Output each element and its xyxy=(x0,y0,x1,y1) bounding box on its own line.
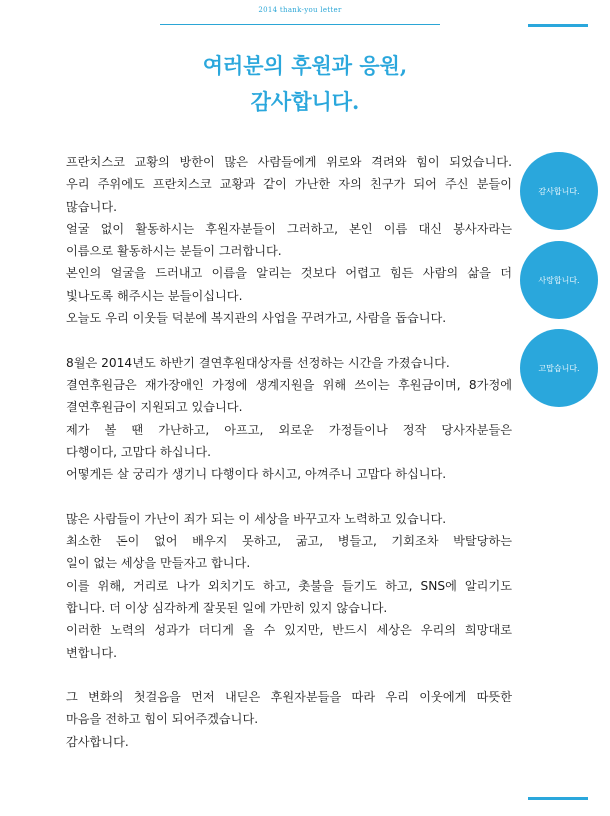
body-line: 최소한 돈이 없어 배우지 못하고, 굶고, 병들고, 기회조차 박탈당하는 xyxy=(66,534,512,549)
body-line: 합니다. 더 이상 심각하게 잘못된 일에 가만히 있지 않습니다. xyxy=(66,600,388,615)
body-line: 얼굴 없이 활동하시는 후원자분들이 그러하고, 본인 이름 대신 봉사자라는 xyxy=(66,221,512,236)
body-line: 이러한 노력의 성과가 더디게 올 수 있지만, 반드시 세상은 우리의 희망대로 xyxy=(66,623,512,638)
body-line: 결연후원금은 재가장애인 가정에 생계지원을 위해 쓰이는 후원금이며, 8가정에 xyxy=(66,377,512,392)
body-line: 제가 볼 땐 가난하고, 아프고, 외로운 가정들이나 정작 당사자분들은 xyxy=(66,422,512,437)
body-line: 오늘도 우리 이웃들 덕분에 복지관의 사업을 꾸려가고, 사람을 돕습니다. xyxy=(66,311,447,326)
paragraph-2 xyxy=(66,352,512,486)
body-line: 이름으로 활동하시는 분들이 그러합니다. xyxy=(66,244,282,259)
header-rule xyxy=(160,24,440,25)
thanks-circle xyxy=(520,152,598,230)
body-line: 우리 주위에도 프란치스코 교황과 같이 가난한 자의 친구가 되어 주신 분들이 xyxy=(66,177,512,192)
body-line: 결연후원금이 지원되고 있습니다. xyxy=(66,400,243,415)
grateful-circle-label: 고맙습니다. xyxy=(538,363,580,373)
body-line: 본인의 얼굴을 드러내고 이름을 알리는 것보다 어렵고 힘든 사람의 삶을 더 xyxy=(66,266,512,281)
accent-bar-bottom xyxy=(528,797,588,800)
paragraph-3 xyxy=(66,508,512,664)
title-line-1: 여러분의 후원과 응원, xyxy=(202,53,408,78)
body-line: 그 변화의 첫걸음을 먼저 내딛은 후원자분들을 따라 우리 이웃에게 따뜻한 xyxy=(66,690,512,705)
body-line: 많은 사람들이 가난이 죄가 되는 이 세상을 바꾸고자 노력하고 있습니다. xyxy=(66,511,447,526)
letter-body xyxy=(66,151,512,753)
body-line: 8월은 2014년도 하반기 결연후원대상자를 선정하는 시간을 가졌습니다. xyxy=(66,355,450,370)
header-label: 2014 thank-you letter xyxy=(258,6,342,14)
title-line-2: 감사합니다. xyxy=(250,89,360,114)
body-line: 감사합니다. xyxy=(66,734,129,749)
body-line: 프란치스코 교황의 방한이 많은 사람들에게 위로와 격려와 힘이 되었습니다. xyxy=(66,155,512,169)
paragraph-1 xyxy=(66,151,512,329)
page-title xyxy=(130,48,480,120)
body-line: 다행이다, 고맙다 하십니다. xyxy=(66,444,212,459)
body-line: 많습니다. xyxy=(66,199,117,214)
love-circle-label: 사랑합니다. xyxy=(538,275,580,285)
body-line: 일이 없는 세상을 만들자고 합니다. xyxy=(66,556,251,571)
body-line: 마음을 전하고 힘이 되어주겠습니다. xyxy=(66,712,259,727)
body-line: 어떻게든 살 궁리가 생기니 다행이다 하시고, 아껴주니 고맙다 하십니다. xyxy=(66,467,447,482)
thanks-circle-label: 감사합니다. xyxy=(538,186,580,196)
body-line: 이를 위해, 거리로 나가 외치기도 하고, 촛불을 들기도 하고, SNS에 알리기도 xyxy=(66,578,512,593)
body-line: 빛나도록 해주시는 분들이십니다. xyxy=(66,288,243,303)
paragraph-4 xyxy=(66,686,512,753)
body-line: 변합니다. xyxy=(66,645,117,660)
grateful-circle xyxy=(520,329,598,407)
accent-bar-top xyxy=(528,24,588,27)
love-circle xyxy=(520,241,598,319)
